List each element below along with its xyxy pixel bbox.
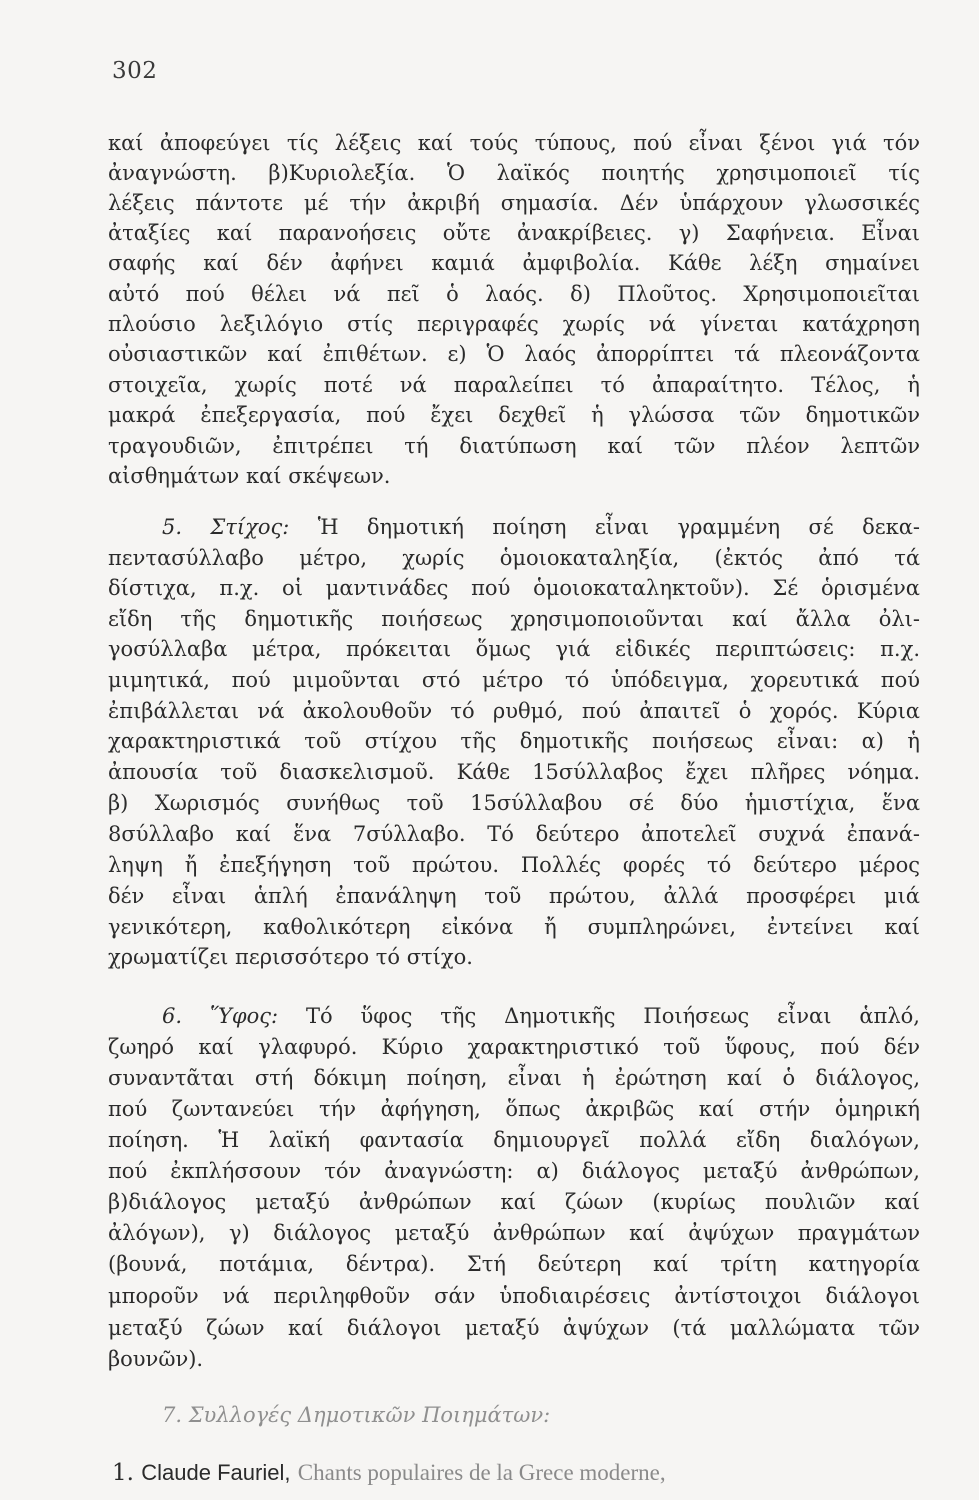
text-line: ζωηρό καί γλαφυρό. Κύριο χαρακτηριστικό τοῦ ὕφους, πού δέν: [108, 1035, 920, 1059]
text-line: ἐπιβάλλεται νά ἀκολουθοῦν τό ρυθμό, πού ἀπαιτεῖ ὁ χορός. Κύρια: [108, 699, 920, 723]
text-line: (βουνά, ποτάμια, δέντρα). Στή δεύτερη καί τρίτη κατηγορία: [108, 1252, 920, 1276]
bibliography-title: Chants populaires de la Grece moderne,: [297, 1460, 666, 1485]
text-line: πλούσιο λεξιλόγιο στίς περιγραφές χωρίς νά γίνεται κατάχρηση: [108, 312, 920, 336]
text-line: ληψη ἤ ἐπεξήγηση τοῦ πρώτου. Πολλές φορές τό δεύτερο μέρος: [108, 853, 920, 877]
text-line: πού ἐκπλήσσουν τόν ἀναγνώστη: α) διάλογος μεταξύ ἀνθρώπων,: [108, 1159, 920, 1183]
text-line: γοσύλλαβα μέτρα, πρόκειται ὅμως γιά εἰδικές περιπτώσεις: π.χ.: [108, 637, 920, 661]
text-line: εἴδη τῆς δημοτικῆς ποιήσεως χρησιμοποιοῦνται καί ἄλλα ὀλι-: [108, 607, 920, 631]
text-line: χρωματίζει περισσότερο τό στίχο.: [108, 945, 473, 969]
text-line: μιμητικά, πού μιμοῦνται στό μέτρο τό ὑπόδειγμα, χορευτικά πού: [108, 668, 920, 692]
section-5-heading: 5. Στίχος:: [162, 515, 290, 539]
bibliography-number: 1.: [112, 1460, 134, 1486]
text-line: τραγουδιῶν, ἐπιτρέπει τή διατύπωση καί τῶν πλέον λεπτῶν: [108, 434, 920, 458]
section-heading-line: [162, 512, 920, 542]
text-line: ἀναγνώστη. β)Κυριολεξία. Ὁ λαϊκός ποιητής χρησιμοποιεῖ τίς: [108, 161, 920, 185]
text-line: βουνῶν).: [108, 1347, 204, 1371]
text-line: μποροῦν νά περιληφθοῦν σάν ὑποδιαιρέσεις ἀντίστοιχοι διάλογοι: [108, 1284, 920, 1308]
text-line: πού ζωντανεύει τήν ἀφήγηση, ὅπως ἀκριβῶς καί στήν ὁμηρική: [108, 1097, 920, 1121]
text-line: λέξεις πάντοτε μέ τήν ἀκριβή σημασία. Δέν ὑπάρχουν γλωσσικές: [108, 191, 920, 215]
bibliography-item: [112, 1458, 666, 1488]
text-line-rest: Τό ὕφος τῆς Δημοτικῆς Ποιήσεως εἶναι ἁπλό,: [305, 1004, 920, 1028]
text-line: 8σύλλαβο καί ἕνα 7σύλλαβο. Τό δεύτερο ἀποτελεῖ συχνά ἐπανά-: [108, 822, 920, 846]
text-line: δέν εἶναι ἁπλή ἐπανάληψη τοῦ πρώτου, ἀλλά προσφέρει μιά: [108, 884, 920, 908]
text-line: χαρακτηριστικά τοῦ στίχου τῆς δημοτικῆς ποιήσεως εἶναι: α) ἡ: [108, 729, 920, 753]
text-line: β)διάλογος μεταξύ ἀνθρώπων καί ζώων (κυρίως πουλιῶν καί: [108, 1190, 920, 1214]
text-line: αὐτό πού θέλει νά πεῖ ὁ λαός. δ) Πλοῦτος. Χρησιμοποιεῖται: [108, 282, 920, 306]
section-6-heading: 6. Ὕφος:: [162, 1004, 279, 1028]
text-line-rest: Ἡ δημοτική ποίηση εἶναι γραμμένη σέ δεκα-: [317, 515, 920, 539]
section-7-heading-text: 7. Συλλογές Δημοτικῶν Ποιημάτων:: [162, 1403, 551, 1427]
text-line: οὐσιαστικῶν καί ἐπιθέτων. ε) Ὁ λαός ἀπορρίπτει τά πλεονάζοντα: [108, 342, 920, 366]
text-line: ἀλόγων), γ) διάλογος μεταξύ ἀνθρώπων καί ἀψύχων πραγμάτων: [108, 1221, 920, 1245]
text-line: μακρά ἐπεξεργασία, πού ἔχει δεχθεῖ ἡ γλώσσα τῶν δημοτικῶν: [108, 403, 920, 427]
text-line: αἰσθημάτων καί σκέψεων.: [108, 464, 391, 488]
bibliography-author: Claude Fauriel,: [141, 1460, 291, 1485]
text-line: δίστιχα, π.χ. οἱ μαντινάδες πού ὁμοιοκαταληκτοῦν). Σέ ὁρισμένα: [108, 576, 920, 600]
text-line: ποίηση. Ἡ λαϊκή φαντασία δημιουργεῖ πολλά εἴδη διαλόγων,: [108, 1128, 920, 1152]
text-line: συναντᾶται στή δόκιμη ποίηση, εἶναι ἡ ἐρώτηση καί ὁ διάλογος,: [108, 1066, 920, 1090]
section-heading-line: [162, 1001, 920, 1031]
text-line: στοιχεῖα, χωρίς ποτέ νά παραλείπει τό ἀπαραίτητο. Τέλος, ἡ: [108, 373, 920, 397]
page-number: 302: [112, 58, 158, 84]
section-7-heading: [162, 1400, 920, 1430]
text-line: ἀπουσία τοῦ διασκελισμοῦ. Κάθε 15σύλλαβος ἔχει πλῆρες νόημα.: [108, 760, 920, 784]
text-line: γενικότερη, καθολικότερη εἰκόνα ἤ συμπληρώνει, ἐντείνει καί: [108, 915, 920, 939]
text-line: β) Χωρισμός συνήθως τοῦ 15σύλλαβου σέ δύο ἡμιστίχια, ἕνα: [108, 791, 920, 815]
text-line: σαφής καί δέν ἀφήνει καμιά ἀμφιβολία. Κάθε λέξη σημαίνει: [108, 251, 920, 275]
text-line: μεταξύ ζώων καί διάλογοι μεταξύ ἀψύχων (τά μαλλώματα τῶν: [108, 1316, 920, 1340]
text-line: ἀταξίες καί παρανοήσεις οὔτε ἀνακρίβειες. γ) Σαφήνεια. Εἶναι: [108, 221, 920, 245]
text-line: καί ἀποφεύγει τίς λέξεις καί τούς τύπους, πού εἶναι ξένοι γιά τόν: [108, 131, 920, 155]
text-line: πεντασύλλαβο μέτρο, χωρίς ὁμοιοκαταληξία, (ἐκτός ἀπό τά: [108, 546, 920, 570]
